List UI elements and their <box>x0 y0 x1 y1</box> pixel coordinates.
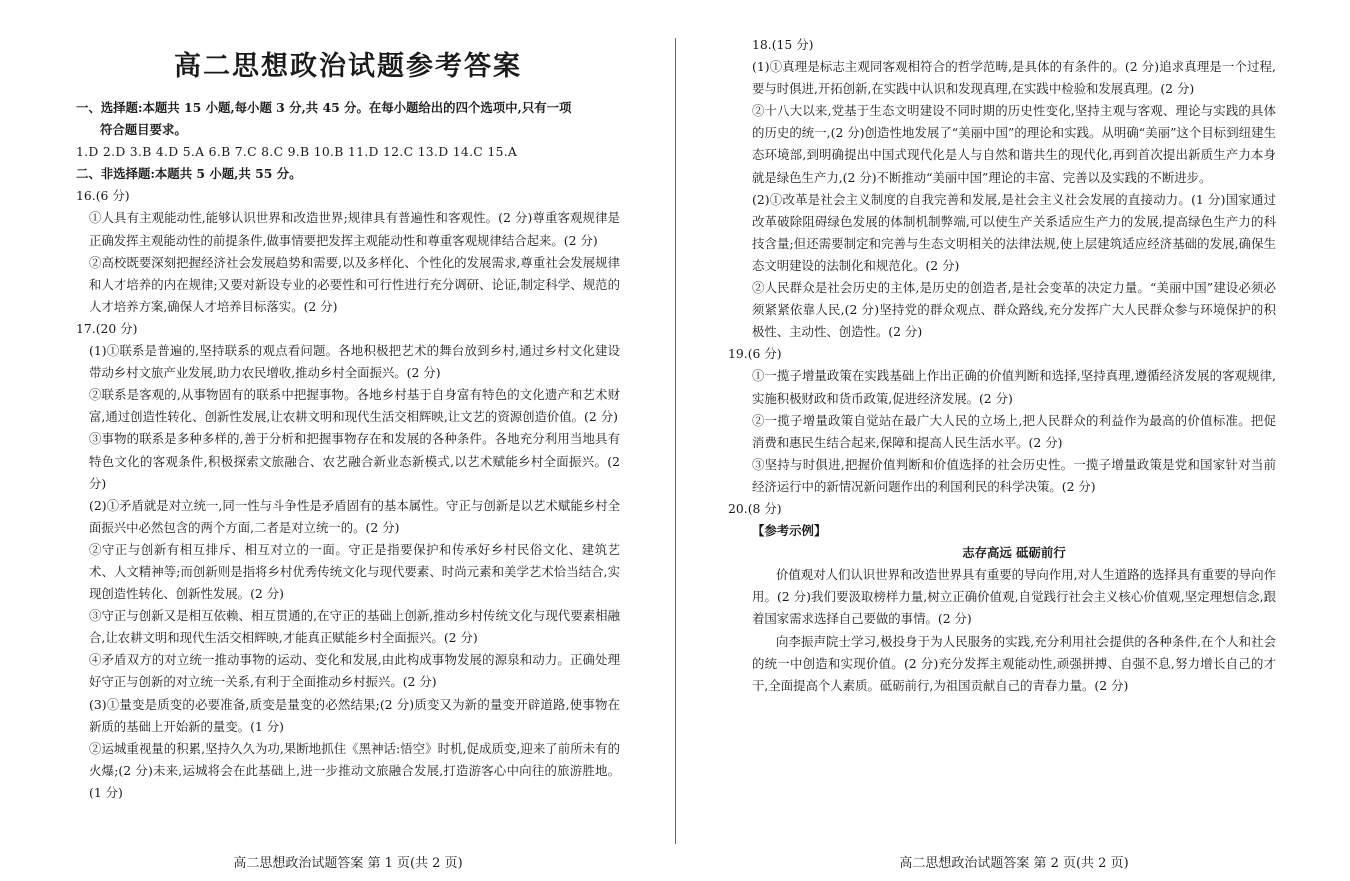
essay-para-2: 向李振声院士学习,极投身于为人民服务的实践,充分利用社会提供的各种条件,在个人和社会的统一中创造和实现价值。(2 分)充分发挥主观能动性,顽强拼搏、自强不息,努力增长自己的才干,全面提高个人素质。砥砺前行,为祖国贡献自己的青春力量。(2 分) <box>752 633 1276 693</box>
q19-para-3: ③坚持与时俱进,把握价值判断和价值选择的社会历史性。一揽子增量政策是党和国家针对当前经济运行中的新情况新问题作出的利国利民的科学决策。(2 分) <box>752 456 1276 494</box>
q18-para-4: ②人民群众是社会历史的主体,是历史的创造者,是社会变革的决定力量。“美丽中国”建设必须必须紧紧依靠人民,(2 分)坚持党的群众观点、群众路线,充分发挥广大人民群众参与环境保护的积极性、主动性、创造性。(2 分) <box>752 280 1276 340</box>
q18-para-1: (1)①真理是标志主观同客观相符合的哲学范畴,是具体的有条件的。(2 分)追求真理是一个过程,要与时俱进,开拓创新,在实践中认识和发现真理,在实践中检验和发展真理。(2 分) <box>752 59 1276 97</box>
q17-para-3: ③事物的联系是多种多样的,善于分析和把握事物存在和发展的各种条件。各地充分利用当地具有特色文化的客观条件,积极探索文旅融合、农艺融合新业态新模式,以艺术赋能乡村全面振兴。(2 分) <box>89 431 620 491</box>
q20-label: 20.(8 分) <box>728 500 782 516</box>
q18-para-2: ②十八大以来,党基于生态文明建设不同时期的历史性变化,坚持主观与客观、理论与实践的具体的历史的统一,(2 分)创造性地发展了“美丽中国”的理论和实践。从明确“美丽”这个目标到纽建生态环境部,到明确提出中国式现代化是人与自然和谐共生的现代化,再到首次提出新质生产力本身就是绿色生产力,(2 分)不断推动“美丽中国”理论的丰富、完善以及实践的不断进步。 <box>752 103 1276 185</box>
q18-para-3: (2)①改革是社会主义制度的自我完善和发展,是社会主义社会发展的直接动力。(1 分)国家通过改革破除阻碍绿色发展的体制机制弊端,可以使生产关系适应生产力的发展,提高绿色生产力的科技含量;但还需要制定和完善与生态文明相关的法律法规,使上层建筑适应经济基础的发展,确保生态文明建设的法制化和规范化。(2 分) <box>752 191 1276 273</box>
section1-heading: 一、选择题:本题共 15 小题,每小题 3 分,共 45 分。在每小题给出的四个选项中,只有一项 <box>76 100 572 115</box>
essay-title: 志存高远 砥砺前行 <box>962 545 1066 561</box>
q19-label: 19.(6 分) <box>728 346 782 362</box>
q17-para-1: (1)①联系是普遍的,坚持联系的观点看问题。各地积极把艺术的舞台放到乡村,通过乡村文化建设带动乡村文旅产业发展,助力农民增收,推动乡村全面振兴。(2 分) <box>89 343 620 381</box>
left-page-body <box>76 97 620 804</box>
q16-para-2: ②高校既要深刻把握经济社会发展趋势和需要,以及多样化、个性化的发展需求,尊重社会发展规律和人才培养的内在规律;又要对新设专业的必要性和可行性进行充分调研、论证,制定科学、规范的人才培养方案,确保人才培养目标落实。(2 分) <box>89 254 620 314</box>
q16-para-1: ①人具有主观能动性,能够认识世界和改造世界;规律具有普遍性和客观性。(2 分)尊重客观规律是正确发挥主观能动性的前提条件,做事情要把发挥主观能动性和尊重客观规律结合起来。(2 分) <box>89 210 620 248</box>
page-title: 高二思想政治试题参考答案 <box>174 51 522 82</box>
q19-para-1: ①一揽子增量政策在实践基础上作出正确的价值判断和选择,坚持真理,遵循经济发展的客观规律,实施积极财政和货币政策,促进经济发展。(2 分) <box>752 368 1276 406</box>
essay-para-1: 价值观对人们认识世界和改造世界具有重要的导向作用,对人生道路的选择具有重要的导向作用。(2 分)我们要汲取榜样力量,树立正确价值观,自觉践行社会主义核心价值观,坚定理想信念,跟着国家需求选择自己要做的事情。(2 分) <box>752 567 1276 627</box>
q20-reference-label: 【参考示例】 <box>752 523 827 539</box>
q17-para-7: ④矛盾双方的对立统一推动事物的运动、变化和发展,由此构成事物发展的源泉和动力。正确处理好守正与创新的对立统一关系,有利于全面推动乡村振兴。(2 分) <box>89 652 620 690</box>
left-page-footer: 高二思想政治试题答案 第 1 页(共 2 页) <box>233 856 463 871</box>
page-divider <box>675 38 676 844</box>
q17-para-5: ②守正与创新有相互排斥、相互对立的一面。守正是指要保护和传承好乡村民俗文化、建筑艺术、人文精神等;而创新则是指将乡村优秀传统文化与现代要素、时尚元素和美学艺术恰当结合,实现创造性转化、创新性发展。(2 分) <box>89 541 620 602</box>
answer-key: 1.D 2.D 3.B 4.D 5.A 6.B 7.C 8.C 9.B 10.B 11.D 12.C 13.D 14.C 15.A <box>76 144 518 160</box>
q19-para-2: ②一揽子增量政策自觉站在最广大人民的立场上,把人民群众的利益作为最高的价值标准。把促消费和惠民生结合起来,保障和提高人民生活水平。(2 分) <box>752 412 1276 450</box>
section1-heading-cont: 符合题目要求。 <box>100 122 187 138</box>
q16-label: 16.(6 分) <box>76 188 130 204</box>
q17-para-2: ②联系是客观的,从事物固有的联系中把握事物。各地乡村基于自身富有特色的文化遗产和艺术财富,通过创造性转化、创新性发展,让农耕文明和现代生活交相辉映,让文艺的资源创造价值。(2 分) <box>89 387 620 425</box>
q17-para-8: (3)①量变是质变的必要准备,质变是量变的必然结果;(2 分)质变又为新的量变开辟道路,使事物在新质的基础上开始新的量变。(1 分) <box>89 696 620 734</box>
q17-para-4: (2)①矛盾就是对立统一,同一性与斗争性是矛盾固有的基本属性。守正与创新是以艺术赋能乡村全面振兴中必然包含的两个方面,二者是对立统一的。(2 分) <box>89 497 620 535</box>
right-page-footer: 高二思想政治试题答案 第 2 页(共 2 页) <box>899 856 1129 871</box>
section2-heading: 二、非选择题:本题共 5 小题,共 55 分。 <box>76 166 302 182</box>
q17-para-6: ③守正与创新又是相互依赖、相互贯通的,在守正的基础上创新,推动乡村传统文化与现代要素相融合,让农耕文明和现代生活交相辉映,才能真正赋能乡村全面振兴。(2 分) <box>89 608 620 646</box>
q17-para-9: ②运城重视量的积累,坚持久久为功,果断地抓住《黑神话:悟空》时机,促成质变,迎来了前所未有的火爆;(2 分)未来,运城将会在此基础上,进一步推动文旅融合发展,打造游客心中向往的旅游胜地。(1 分) <box>89 740 620 800</box>
right-page-body <box>728 34 1276 697</box>
q17-label: 17.(20 分) <box>76 320 138 336</box>
q18-label: 18.(15 分) <box>752 37 814 52</box>
